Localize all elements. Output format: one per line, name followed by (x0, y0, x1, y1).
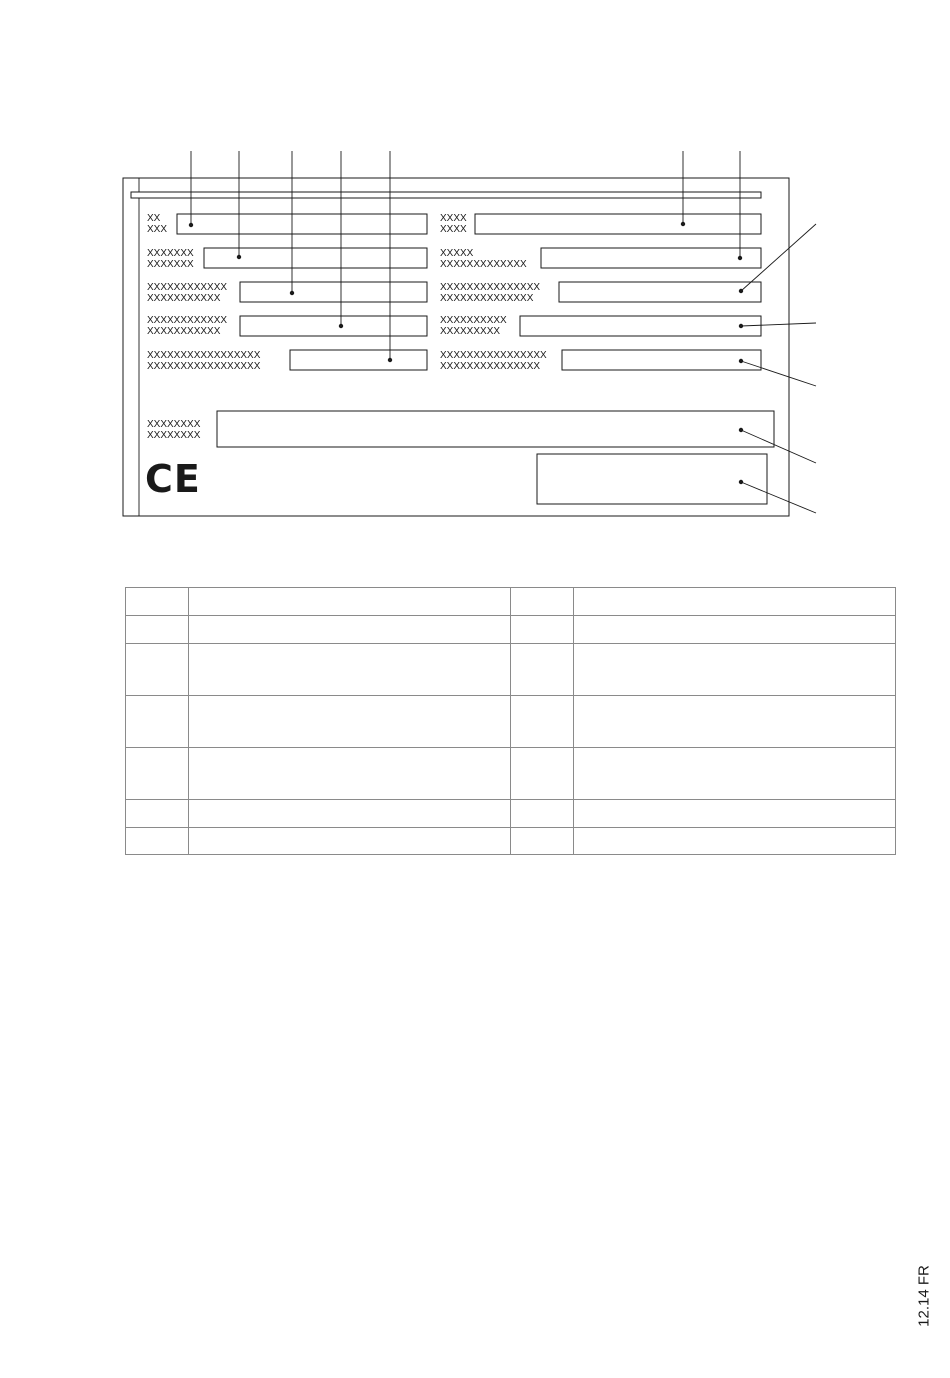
table-cell-number (511, 644, 574, 696)
table-cell-description (574, 800, 896, 828)
leader-dot-1 (189, 223, 193, 227)
left-field-label-2a: XXXXXXX (147, 248, 194, 259)
leader-dot-6 (681, 222, 685, 226)
left-field-box-4 (240, 316, 427, 336)
table-cell-number (511, 616, 574, 644)
left-field-box-5 (290, 350, 427, 370)
right-field-box-4 (520, 316, 761, 336)
table-cell-description (189, 800, 511, 828)
table-cell-description (574, 828, 896, 855)
left-field-label-1b: XXX (147, 224, 168, 235)
table-cell-number (126, 748, 189, 800)
table-row (126, 616, 896, 644)
left-field-label-3a: XXXXXXXXXXXX (147, 282, 228, 293)
table-cell-number (126, 616, 189, 644)
stamp-box (537, 454, 767, 504)
table-cell-description (189, 696, 511, 748)
table-cell-number (126, 644, 189, 696)
legend-table-body (126, 588, 896, 855)
leader-dot-4 (339, 324, 343, 328)
left-field-label-2b: XXXXXXX (147, 259, 194, 270)
left-field-label-4b: XXXXXXXXXXX (147, 326, 221, 337)
right-field-label-5b: XXXXXXXXXXXXXXX (440, 361, 541, 372)
leader-dot-2 (237, 255, 241, 259)
left-field-label-5a: XXXXXXXXXXXXXXXXX (147, 350, 261, 361)
left-field-label-1a: XX (147, 213, 161, 224)
table-cell-number (126, 588, 189, 616)
table-cell-description (574, 644, 896, 696)
wide-field-label-b: XXXXXXXX (147, 430, 201, 441)
leader-dot-7 (738, 256, 742, 260)
table-cell-description (189, 616, 511, 644)
right-field-label-4a: XXXXXXXXXX (440, 315, 507, 326)
right-field-label-4b: XXXXXXXXX (440, 326, 501, 337)
table-cell-number (511, 588, 574, 616)
left-field-label-5b: XXXXXXXXXXXXXXXXX (147, 361, 261, 372)
ce-mark-icon (145, 457, 201, 501)
table-cell-description (574, 696, 896, 748)
right-field-label-5a: XXXXXXXXXXXXXXXX (440, 350, 547, 361)
leader-dot-12 (739, 480, 743, 484)
leader-dot-3 (290, 291, 294, 295)
table-cell-number (511, 696, 574, 748)
right-field-label-3a: XXXXXXXXXXXXXXX (440, 282, 541, 293)
table-cell-number (511, 800, 574, 828)
table-row (126, 696, 896, 748)
left-field-box-1 (177, 214, 427, 234)
leader-dot-11 (739, 428, 743, 432)
leader-dot-10 (739, 359, 743, 363)
right-field-box-2 (541, 248, 761, 268)
right-field-box-1 (475, 214, 761, 234)
right-field-label-3b: XXXXXXXXXXXXXX (440, 293, 534, 304)
leader-dot-9 (739, 324, 743, 328)
table-cell-number (511, 828, 574, 855)
page-code: 12.14 FR (915, 1265, 933, 1327)
table-cell-description (574, 588, 896, 616)
table-cell-description (189, 644, 511, 696)
wide-field-box (217, 411, 774, 447)
right-field-label-2b: XXXXXXXXXXXXX (440, 259, 527, 270)
right-field-label-2a: XXXXX (440, 248, 474, 259)
nameplate-top-strip (131, 192, 761, 198)
ce-mark-text: CE (145, 457, 201, 501)
nameplate-diagram (0, 0, 950, 580)
table-cell-description (189, 748, 511, 800)
right-field-box-3 (559, 282, 761, 302)
table-row (126, 748, 896, 800)
table-cell-description (189, 588, 511, 616)
right-field-label-1a: XXXX (440, 213, 467, 224)
leader-dot-8 (739, 289, 743, 293)
table-row (126, 588, 896, 616)
table-cell-description (189, 828, 511, 855)
right-field-box-5 (562, 350, 761, 370)
table-cell-number (126, 696, 189, 748)
table-cell-description (574, 748, 896, 800)
left-field-box-3 (240, 282, 427, 302)
table-cell-number (126, 828, 189, 855)
table-cell-number (126, 800, 189, 828)
legend-table (125, 587, 896, 855)
left-field-label-4a: XXXXXXXXXXXX (147, 315, 228, 326)
table-row (126, 800, 896, 828)
table-row (126, 644, 896, 696)
table-cell-description (574, 616, 896, 644)
table-cell-number (511, 748, 574, 800)
wide-field-label-a: XXXXXXXX (147, 419, 201, 430)
left-field-label-3b: XXXXXXXXXXX (147, 293, 221, 304)
table-row (126, 828, 896, 855)
leader-dot-5 (388, 358, 392, 362)
right-field-label-1b: XXXX (440, 224, 467, 235)
